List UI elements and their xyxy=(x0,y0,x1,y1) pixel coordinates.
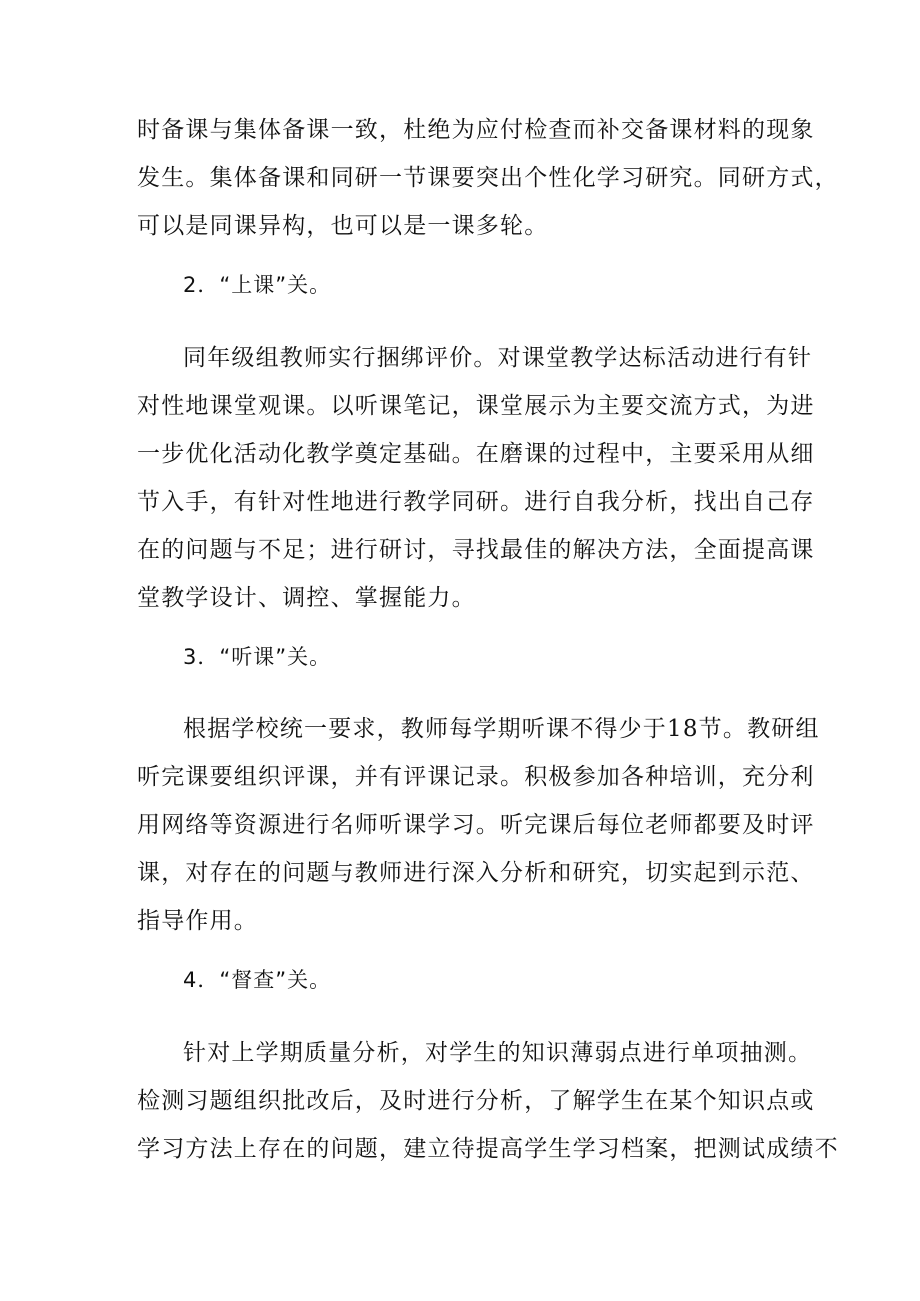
paragraph-3-line-3: 用网络等资源进行名师听课学习。听完课后每位老师都要及时评 xyxy=(137,812,815,838)
paragraph-2-line-3: 一步优化活动化教学奠定基础。在磨课的过程中，主要采用从细 xyxy=(137,441,815,467)
paragraph-1-line-3: 可以是同课异构，也可以是一课多轮。 xyxy=(137,213,549,239)
paragraph-2-line-6: 堂教学设计、调控、掌握能力。 xyxy=(137,585,476,611)
paragraph-3-line-1: 根据学校统一要求，教师每学期听课不得少于18节。教研组 xyxy=(183,716,820,742)
paragraph-1-line-1: 时备课与集体备课一致，杜绝为应付检查而补交备课材料的现象 xyxy=(137,117,815,143)
paragraph-3-line-5: 指导作用。 xyxy=(137,908,258,934)
paragraph-4-line-3: 学习方法上存在的问题，建立待提高学生学习档案，把测试成绩不 xyxy=(137,1136,839,1162)
paragraph-3-line-2: 听完课要组织评课，并有评课记录。积极参加各种培训，充分利 xyxy=(137,764,815,790)
section-heading-2: 2．“上课”关。 xyxy=(183,273,332,297)
paragraph-2-line-1: 同年级组教师实行捆绑评价。对课堂教学达标活动进行有针 xyxy=(183,345,813,371)
paragraph-2-line-2: 对性地课堂观课。以听课笔记，课堂展示为主要交流方式，为进 xyxy=(137,393,815,419)
section-heading-4: 4．“督查”关。 xyxy=(183,968,332,992)
paragraph-3-line-4: 课，对存在的问题与教师进行深入分析和研究，切实起到示范、 xyxy=(137,860,815,886)
section-heading-3: 3．“听课”关。 xyxy=(183,645,332,669)
paragraph-4-line-2: 检测习题组织批改后，及时进行分析，了解学生在某个知识点或 xyxy=(137,1088,815,1114)
paragraph-1-line-2: 发生。集体备课和同研一节课要突出个性化学习研究。同研方式， xyxy=(137,165,839,191)
paragraph-4-line-1: 针对上学期质量分析，对学生的知识薄弱点进行单项抽测。 xyxy=(183,1040,813,1066)
paragraph-2-line-4: 节入手，有针对性地进行教学同研。进行自我分析，找出自己存 xyxy=(137,489,815,515)
paragraph-2-line-5: 在的问题与不足；进行研讨，寻找最佳的解决方法，全面提高课 xyxy=(137,537,815,563)
